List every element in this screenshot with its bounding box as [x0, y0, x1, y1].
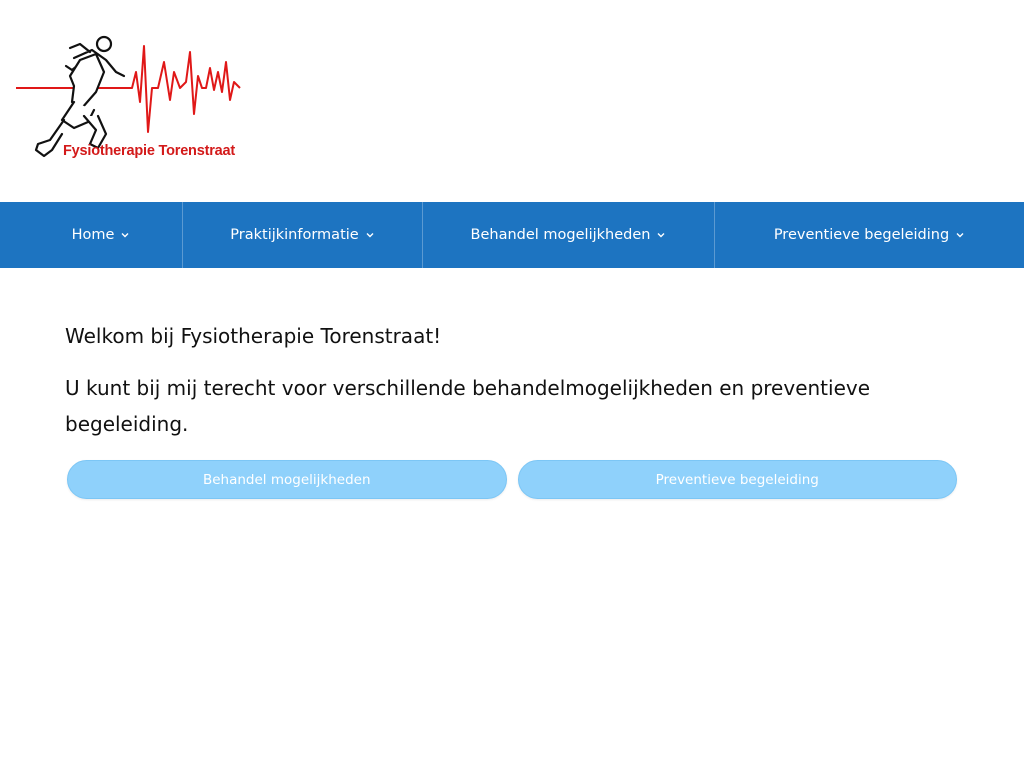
chevron-down-icon	[656, 230, 666, 240]
nav-item-label: Behandel mogelijkheden	[470, 227, 651, 243]
logo-text: Fysiotherapie Torenstraat	[63, 143, 236, 159]
main-content	[65, 318, 965, 442]
welcome-heading: Welkom bij Fysiotherapie Torenstraat!	[65, 324, 442, 348]
site-header	[0, 0, 1024, 202]
nav-item-label: Praktijkinformatie	[230, 227, 359, 243]
main-navigation	[0, 202, 1024, 268]
nav-item-behandel-mogelijkheden[interactable]	[423, 202, 715, 268]
nav-item-preventieve-begeleiding[interactable]	[715, 202, 1024, 268]
nav-item-label: Home	[71, 227, 115, 243]
cta-button-row	[67, 460, 957, 499]
chevron-down-icon	[365, 230, 375, 240]
intro-text: U kunt bij mij terecht voor verschillende behandelmogelijkheden en preventieve begeleiding.	[65, 376, 871, 436]
preventieve-begeleiding-button[interactable]: Preventieve begeleiding	[518, 460, 958, 499]
behandel-mogelijkheden-button[interactable]: Behandel mogelijkheden	[67, 460, 507, 499]
nav-item-home[interactable]	[0, 202, 183, 268]
nav-item-praktijkinformatie[interactable]	[183, 202, 423, 268]
chevron-down-icon	[955, 230, 965, 240]
chevron-down-icon	[120, 230, 130, 240]
nav-item-label: Preventieve begeleiding	[773, 227, 950, 243]
